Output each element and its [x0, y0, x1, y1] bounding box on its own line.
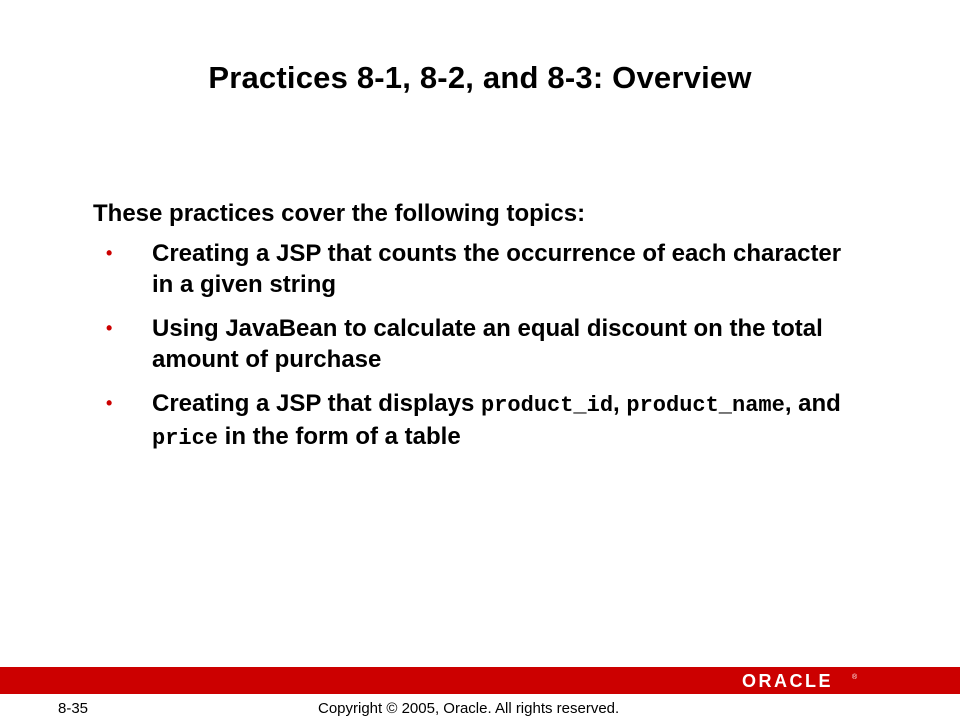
page-number: 8-35 [58, 700, 89, 717]
bullet-text-part: Creating a JSP that displays [152, 390, 482, 417]
slide-title: Practices 8-1, 8-2, and 8-3: Overview [208, 60, 752, 95]
bullet-item-3 [106, 388, 866, 454]
bullet-item-1 [106, 238, 866, 300]
bullet-text-part: in the form of a table [218, 423, 461, 450]
bullet-marker-icon: • [106, 243, 113, 263]
copyright-text: Copyright © 2005, Oracle. All rights reserved. [318, 700, 620, 717]
code-product-id: product_id [481, 393, 614, 418]
bullet-text-part: , and [784, 390, 841, 417]
bullet-item-2 [106, 313, 866, 375]
bullet-list [106, 238, 866, 467]
bullet-text: Using JavaBean to calculate an equal discount on the total amount of purchase [152, 315, 823, 373]
oracle-logo [742, 671, 860, 690]
intro-text: These practices cover the following topics: [93, 200, 586, 227]
bullet-text-part: , [613, 390, 627, 417]
bullet-marker-icon: • [106, 393, 113, 413]
oracle-logo-text: ORACLE [742, 671, 833, 690]
svg-text:®: ® [852, 674, 858, 681]
footer-bar [0, 667, 960, 694]
bullet-marker-icon: • [106, 318, 113, 338]
bullet-text: Creating a JSP that counts the occurrence of each character in a given string [152, 240, 842, 298]
code-product-name: product_name [626, 393, 785, 418]
code-price: price [152, 426, 219, 451]
